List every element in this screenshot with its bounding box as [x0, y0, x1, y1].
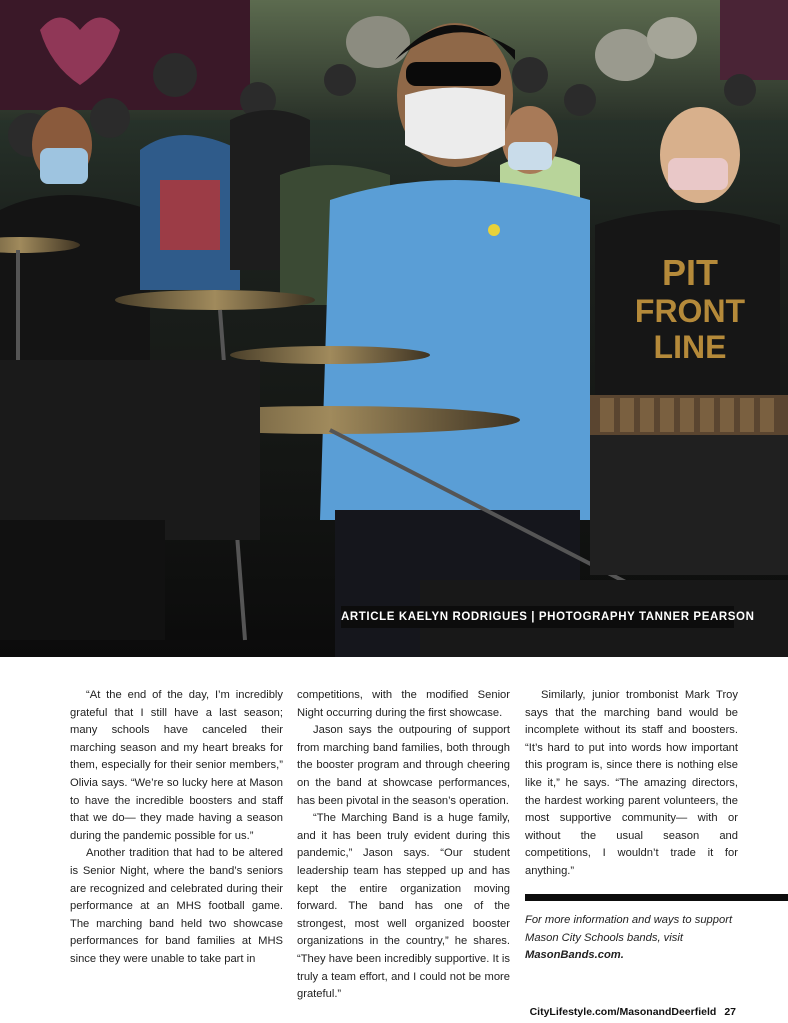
article-column-2: [297, 687, 510, 1004]
shirt-text-line-2: FRONT: [634, 293, 746, 329]
page-footer: [530, 1006, 736, 1018]
paragraph: Similarly, junior trombonist Mark Troy says that the marching band would be incomplete without its staff and boosters. “It’s hard to put into words how important this program is, since there is nothing else like it,” he says. “The amazing directors, the hardest working parent volunteers, the most supportive community— with or without the usual season and competitions, I wouldn’t trade it for anything.”: [525, 689, 738, 877]
photo-credit: ARTICLE KAELYN RODRIGUES | PHOTOGRAPHY TANNER PEARSON: [341, 606, 734, 628]
article-column-1: [70, 687, 283, 969]
sidebar-divider: [525, 894, 788, 901]
paragraph: Another tradition that had to be altered is Senior Night, where the band’s seniors are recognized and celebrated during their performance at an MHS football game. The marching band held two showcase performances for band families at MHS since they were unable to take part in: [70, 847, 283, 965]
page-number: 27: [724, 1006, 736, 1018]
paragraph: Jason says the outpouring of support from marching band families, both through the booster program and through cheering on the band at showcase performances, has been pivotal in the season’s operation.: [297, 724, 510, 807]
more-info-note: [525, 912, 755, 965]
shirt-text-line-3: LINE: [653, 329, 727, 365]
more-info-text: For more information and ways to support Mason City Schools bands, visit: [525, 914, 733, 944]
article-column-3: [525, 687, 738, 881]
bands-website-link[interactable]: MasonBands.com.: [525, 949, 624, 962]
paragraph: “At the end of the day, I’m incredibly grateful that I still have a last season; many schools have canceled their marching season and my heart breaks for them, especially for their senior members,” Olivia says. “We’re so lucky here at Mason to have the incredible boosters and staff that we do— they made having a season during the pandemic possible for us.”: [70, 689, 283, 842]
shirt-text-line-1: PIT: [661, 252, 719, 293]
paragraph: “The Marching Band is a huge family, and it has been truly evident during this pandemic,” Jason says. “Our student leadership team has stepped up and has kept the entire organization moving forward. The band has one of the strongest, most well organized booster organizations in the country,” he shares. “They have been incredibly supportive. It is truly a team effort, and I could not be more grateful.”: [297, 812, 510, 1001]
footer-site-url[interactable]: CityLifestyle.com/MasonandDeerfield: [529, 1006, 717, 1018]
paragraph: competitions, with the modified Senior Night occurring during the first showcase.: [297, 689, 510, 719]
